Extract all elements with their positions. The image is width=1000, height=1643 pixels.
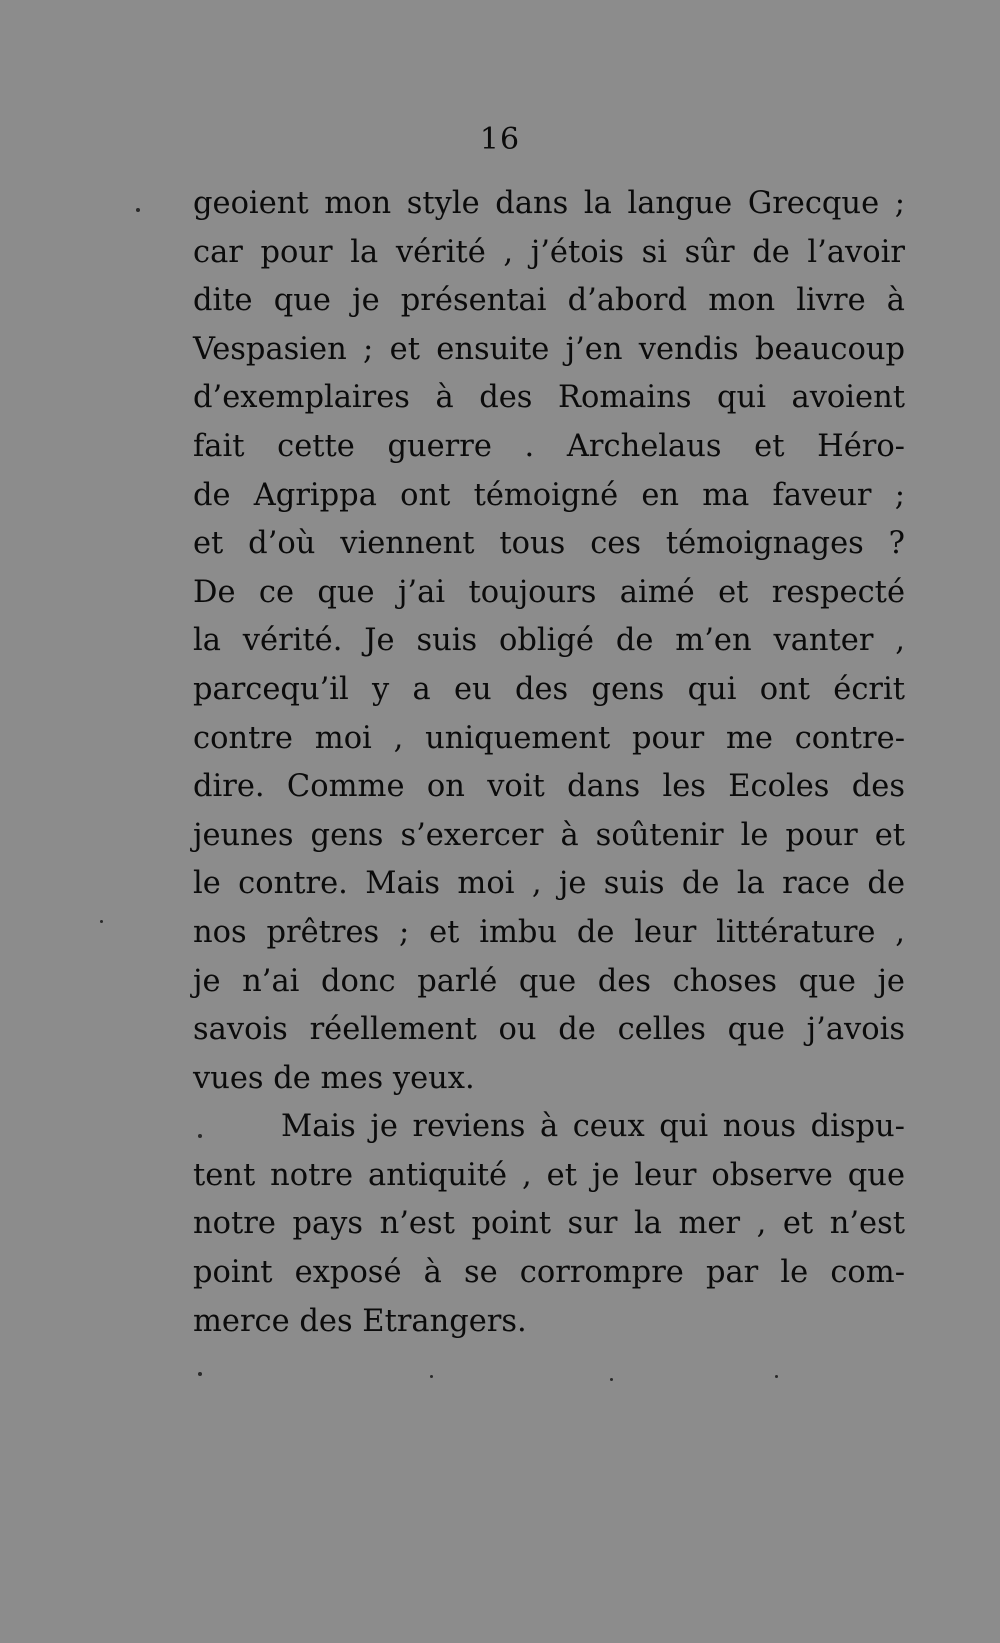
text-line: parcequ’il y a eu des gens qui ont écrit xyxy=(193,671,905,707)
text-line: Vespasien ; et ensuite j’en vendis beaucoup xyxy=(193,331,905,367)
text-line: dite que je présentai d’abord mon livre à xyxy=(193,283,905,319)
text-line: De ce que j’ai toujours aimé et respecté xyxy=(193,574,905,610)
scan-speck xyxy=(100,920,103,923)
text-line: la vérité. Je suis obligé de m’en vanter , xyxy=(193,623,905,659)
text-line: fait cette guerre . Archelaus et Héro- xyxy=(193,428,905,464)
text-line: contre moi , uniquement pour me contre- xyxy=(193,720,905,756)
text-line: notre pays n’est point sur la mer , et n’est xyxy=(193,1206,905,1242)
text-line: dire. Comme on voit dans les Ecoles des xyxy=(193,769,905,805)
text-line: je n’ai donc parlé que des choses que je xyxy=(193,963,905,999)
text-line: point exposé à se corrompre par le com- xyxy=(193,1255,905,1291)
text-line: tent notre antiquité , et je leur observe que xyxy=(193,1157,905,1193)
text-line: car pour la vérité , j’étois si sûr de l’avoir xyxy=(193,234,905,270)
text-line: savois réellement ou de celles que j’avois xyxy=(193,1012,905,1048)
paragraph-2 xyxy=(193,1103,905,1346)
body-text xyxy=(193,180,905,1346)
scan-speck xyxy=(775,1375,778,1378)
text-line: de Agrippa ont témoigné en ma faveur ; xyxy=(193,477,905,513)
paragraph-1 xyxy=(193,180,905,1103)
text-line: Mais je reviens à ceux qui nous dispu- xyxy=(281,1109,905,1145)
scan-speck xyxy=(136,208,140,212)
scan-speck xyxy=(198,1372,202,1376)
text-line: d’exemplaires à des Romains qui avoient xyxy=(193,380,905,416)
page-number: 16 xyxy=(479,122,521,157)
text-line: jeunes gens s’exercer à soûtenir le pour et xyxy=(193,817,905,853)
scan-speck xyxy=(430,1375,433,1378)
text-line: vues de mes yeux. xyxy=(193,1060,475,1096)
scan-speck xyxy=(198,1134,202,1138)
text-line: merce des Etrangers. xyxy=(193,1303,527,1339)
text-line: et d’où viennent tous ces témoignages ? xyxy=(193,526,905,562)
text-line: nos prêtres ; et imbu de leur littérature , xyxy=(193,914,905,950)
text-line: geoient mon style dans la langue Grecque ; xyxy=(193,186,905,221)
text-line: le contre. Mais moi , je suis de la race de xyxy=(193,866,905,902)
scan-speck xyxy=(610,1378,613,1381)
